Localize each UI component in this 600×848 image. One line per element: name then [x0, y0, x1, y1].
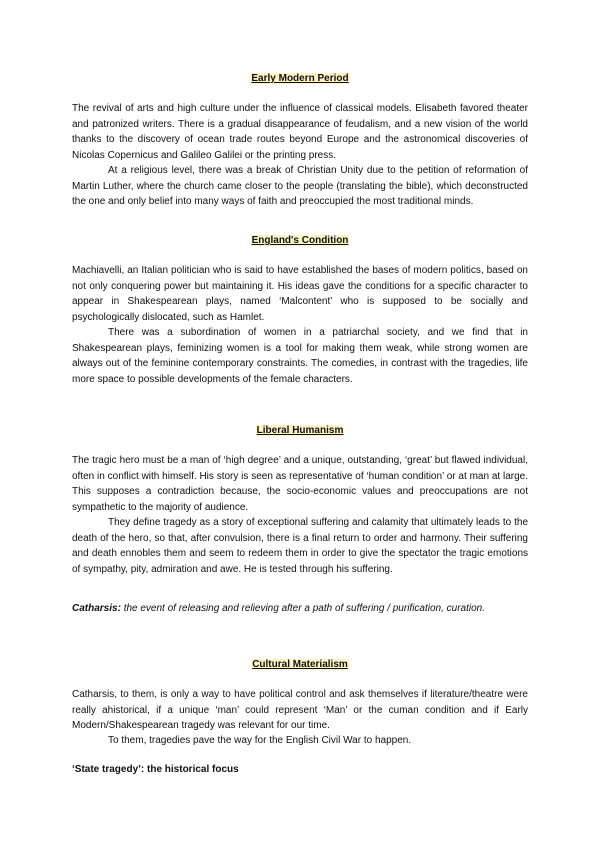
paragraph: At a religious level, there was a break of Christian Unity due to the petition of reformation of Martin Luther, where the church came closer to the people (translating the bible), which deconstructed the one and only belief into many ways of faith and preoccupied the most traditional minds.	[72, 165, 528, 207]
definition-term: Catharsis:	[72, 603, 121, 614]
paragraph: The revival of arts and high culture under the influence of classical models. Elisabeth favored theater and patronized writers. There is a gradual disappearance of feudalism, and a new vision of the world thanks to the discovery of ocean trade routes beyond Europe and the astronomical discoveries of Nicolas Copernicus and Galileo Galilei or the printing press.	[72, 103, 528, 161]
section-heading-early-modern: Early Modern Period	[251, 73, 349, 84]
paragraph: The tragic hero must be a man of ‘high degree’ and a unique, outstanding, ‘great’ but flawed individual, often in conflict with himself. His story is seen as representative of ‘human condition’ or at man at large. This supposes a contradiction because, the socio-economic values and preoccupations are not sympathetic to the majority of audience.	[72, 455, 528, 513]
definition-text: the event of releasing and relieving after a path of suffering / purification, curation.	[123, 603, 486, 614]
paragraph: They define tragedy as a story of exceptional suffering and calamity that ultimately leads to the death of the hero, so that, after convulsion, there is a final return to order and harmony. Their suffering and death ennobles them and seem to redeem them in order to give the spectator the tragic emotions of sympathy, pity, admiration and awe. He is tested through his suffering.	[72, 517, 528, 575]
definition	[72, 601, 528, 617]
paragraph: To them, tragedies pave the way for the English Civil War to happen.	[108, 735, 412, 746]
paragraph: Catharsis, to them, is only a way to have political control and ask themselves if literature/theatre were really ahistorical, if a unique ‘man’ could represent ‘Man’ or the cuman condition and if Early Modern/Shakespearean tragedy was relevant for our time.	[72, 689, 528, 731]
subheading: ‘State tragedy’: the historical focus	[72, 764, 239, 775]
paragraph: There was a subordination of women in a patriarchal society, and we find that in Shakespearean plays, feminizing women is a tool for making them weak, while strong women are always out of the feminine contemporary constraints. The comedies, in contrast with the tragedies, life more space to possible developments of the female characters.	[72, 327, 528, 385]
section-heading-cultural-materialism: Cultural Materialism	[252, 659, 348, 670]
section-heading-liberal-humanism: Liberal Humanism	[256, 425, 344, 436]
section-heading-england: England's Condition	[251, 235, 349, 246]
paragraph: Machiavelli, an Italian politician who is said to have established the bases of modern politics, based on not only conquering power but maintaining it. His ideas gave the conditions for a specific character to appear in Shakespearean plays, named ‘Malcontent’ who is supposed to be socially and psychologically dislocated, such as Hamlet.	[72, 265, 528, 323]
